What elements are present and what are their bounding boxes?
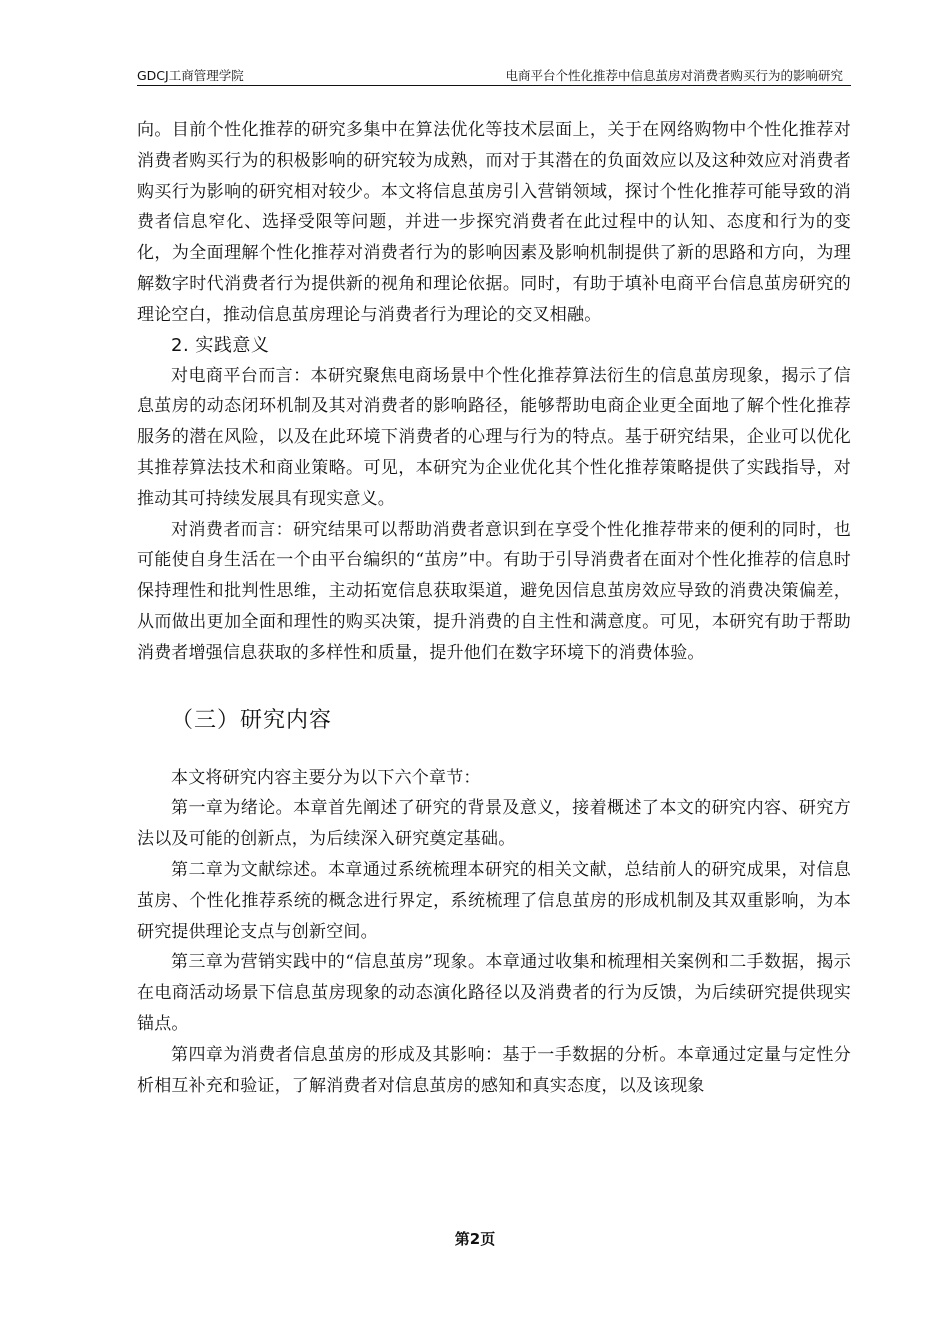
paragraph-chapter-3: 第三章为营销实践中的“信息茧房”现象。本章通过收集和梳理相关案例和二手数据，揭示在电商活动场景下信息茧房现象的动态演化路径以及消费者的行为反馈，为后续研究提供现实锚点。 (137, 952, 851, 1034)
page-number: 第2页 (454, 1230, 496, 1248)
section-heading-research-content: （三）研究内容 (171, 707, 333, 733)
paragraph-chapter-4: 第四章为消费者信息茧房的形成及其影响：基于一手数据的分析。本章通过定量与定性分析相互补充和验证，了解消费者对信息茧房的感知和真实态度，以及该现象 (137, 1044, 851, 1096)
page-header (137, 66, 851, 86)
header-divider (137, 85, 851, 86)
paragraph-chapter-1: 第一章为绪论。本章首先阐述了研究的背景及意义，接着概述了本文的研究内容、研究方法以及可能的创新点，为后续深入研究奠定基础。 (137, 798, 851, 850)
paragraph-content-overview: 本文将研究内容主要分为以下六个章节： (171, 767, 481, 788)
page-body (137, 115, 851, 1101)
subheading-practical-significance: 2. 实践意义 (171, 334, 270, 356)
header-institution: GDCJ工商管理学院 (137, 68, 244, 83)
header-thesis-title: 电商平台个性化推荐中信息茧房对消费者购买行为的影响研究 (505, 68, 843, 83)
paragraph-theoretical-significance-continued: 向。目前个性化推荐的研究多集中在算法优化等技术层面上，关于在网络购物中个性化推荐对消费者购买行为的积极影响的研究较为成熟，而对于其潜在的负面效应以及这种效应对消费者购买行为影响的研究相对较少。本文将信息茧房引入营销领域，探讨个性化推荐可能导致的消费者信息窄化、选择受限等问题，并进一步探究消费者在此过程中的认知、态度和行为的变化，为全面理解个性化推荐对消费者行为的影响因素及影响机制提供了新的思路和方向，为理解数字时代消费者行为提供新的视角和理论依据。同时，有助于填补电商平台信息茧房研究的理论空白，推动信息茧房理论与消费者行为理论的交叉相融。 (137, 120, 851, 325)
paragraph-consumer-significance: 对消费者而言：研究结果可以帮助消费者意识到在享受个性化推荐带来的便利的同时，也可能使自身生活在一个由平台编织的“茧房”中。有助于引导消费者在面对个性化推荐的信息时保持理性和批判性思维，主动拓宽信息获取渠道，避免因信息茧房效应导致的消费决策偏差，从而做出更加全面和理性的购买决策，提升消费的自主性和满意度。可见，本研究有助于帮助消费者增强信息获取的多样性和质量，提升他们在数字环境下的消费体验。 (137, 519, 851, 663)
paragraph-platform-significance: 对电商平台而言：本研究聚焦电商场景中个性化推荐算法衍生的信息茧房现象，揭示了信息茧房的动态闭环机制及其对消费者的影响路径，能够帮助电商企业更全面地了解个性化推荐服务的潜在风险，以及在此环境下消费者的心理与行为的特点。基于研究结果，企业可以优化其推荐算法技术和商业策略。可见，本研究为企业优化其个性化推荐策略提供了实践指导，对推动其可持续发展具有现实意义。 (137, 365, 851, 509)
paragraph-chapter-2: 第二章为文献综述。本章通过系统梳理本研究的相关文献，总结前人的研究成果，对信息茧房、个性化推荐系统的概念进行界定，系统梳理了信息茧房的形成机制及其双重影响，为本研究提供理论支点与创新空间。 (137, 859, 851, 942)
